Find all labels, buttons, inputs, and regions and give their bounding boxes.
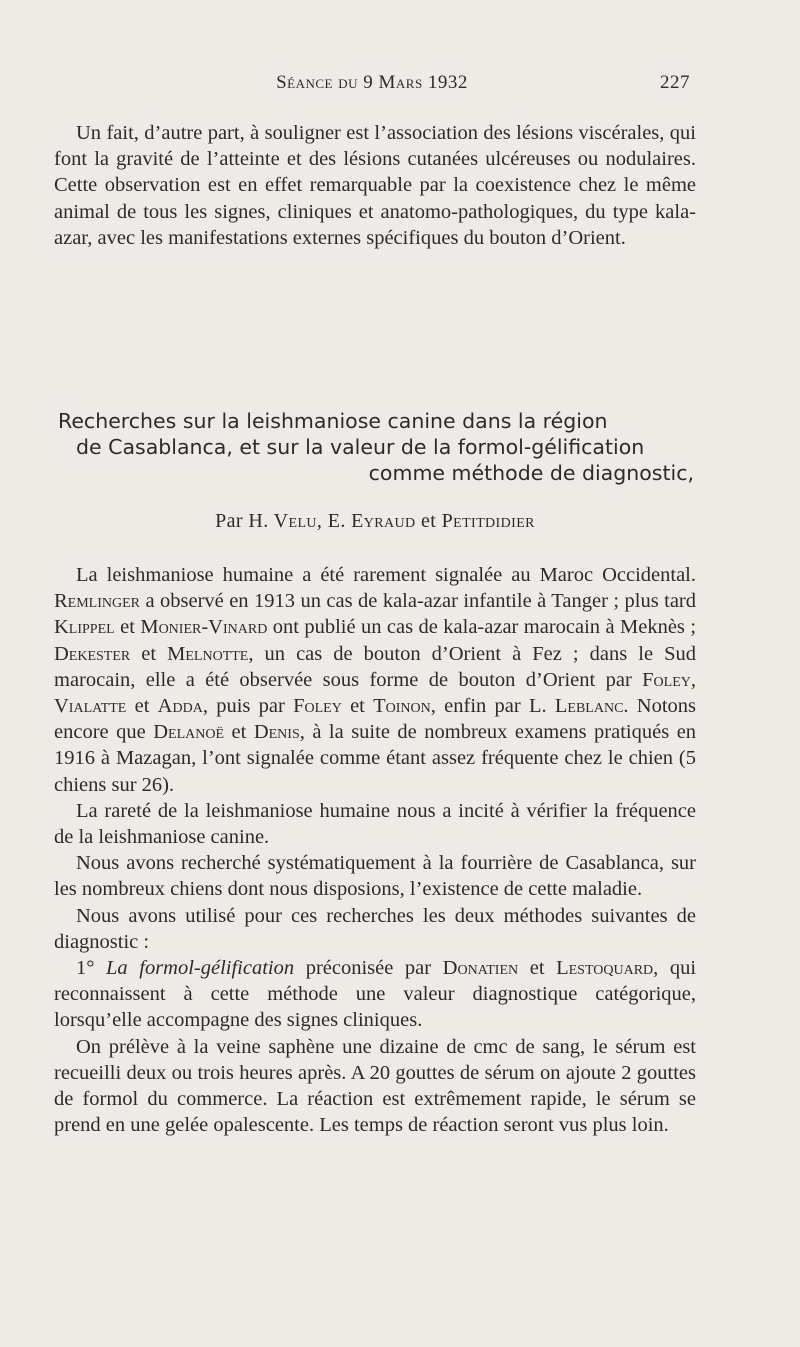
name-denis: Denis: [253, 721, 300, 744]
name-delanoe: Delanoë: [153, 721, 225, 744]
name-toinon: Toinon: [373, 695, 431, 718]
paragraph-2: La rareté de la leishmaniose humaine nous a incité à vérifier la fréquence de la leishmaniose canine.: [54, 799, 696, 849]
intro-text: [54, 120, 696, 251]
name-melnotte: Melnotte: [167, 642, 249, 665]
method-name: La formol-gélification: [106, 957, 295, 980]
name-adda: Adda: [157, 695, 203, 718]
name-klippel: Klippel: [54, 616, 115, 639]
running-header: [54, 72, 690, 102]
name-foley: Foley: [642, 668, 691, 691]
article-title-line-1: Recherches sur la leishmaniose canine dans la région: [58, 409, 608, 433]
authors-prefix: Par: [215, 510, 243, 532]
author-petitdidier: Petitdidier: [441, 510, 535, 532]
name-remlinger: Remlinger: [54, 590, 140, 613]
paragraph-4: Nous avons utilisé pour ces recherches les deux méthodes suivantes de diagnostic :: [54, 904, 696, 953]
article-body: [54, 562, 696, 1138]
page-number: 227: [660, 72, 690, 93]
name-vialatte: Vialatte: [54, 695, 127, 718]
name-lestoquard: Lestoquard: [556, 957, 654, 980]
article-title-line-3: comme méthode de diagnostic,: [368, 461, 694, 485]
authors-conjunction: et: [420, 510, 437, 532]
name-monier-vinard: Monier-Vinard: [140, 616, 268, 639]
paragraph-6: On prélève à la veine saphène une dizaine de cmc de sang, le sérum est recueilli deux ou trois heures après. A 20 gouttes de sérum on ajoute 2 gouttes de formol du commerce. La réaction est extrêmement rapide, le sérum se prend en une gelée opalescente. Les temps de réaction seront vus plus loin.: [54, 1035, 696, 1137]
article-title: [54, 408, 696, 486]
article-authors: [54, 510, 696, 533]
name-foley-2: Foley: [293, 695, 342, 718]
name-leblanc: Leblanc: [554, 695, 624, 718]
author-eyraud: E. Eyraud: [327, 510, 416, 532]
paragraph-1: La leishmaniose humaine a été rarement signalée au Maroc Occidental. Remlinger a observé en 1913 un cas de kala-azar infantile à Tanger ; plus tard Klippel et Monier-Vinard ont publié un cas de kala-azar marocain à Meknès ; Dekester et Melnotte, un cas de bouton d’Orient à Fez ; dans le Sud marocain, elle a été observée sous forme de bouton d’Orient par Foley, Vialatte et Adda, puis par Foley et Toinon, enfin par L. Leblanc. Notons encore que Delanoë et Denis, à la suite de nombreux examens pratiqués en 1916 à Mazagan, l’ont signalée comme étant assez fréquente chez le chien (5 chiens sur 26).: [54, 564, 697, 796]
name-donatien: Donatien: [442, 957, 519, 980]
paragraph-5: 1° La formol-gélification préconisée par Donatien et Lestoquard, qui reconnaissent à cette méthode une valeur diagnostique catégorique, lorsqu’elle accompagne des signes cliniques.: [54, 957, 697, 1032]
article-title-line-2: de Casablanca, et sur la valeur de la formol-gélification: [76, 435, 645, 459]
intro-paragraph: Un fait, d’autre part, à souligner est l’association des lésions viscérales, qui font la gravité de l’atteinte et des lésions cutanées ulcéreuses ou nodulaires. Cette observation est en effet remarquable par la coexistence chez le même animal de tous les signes, cliniques et anatomo-pathologiques, du type kala-azar, avec les manifestations externes spécifiques du bouton d’Orient.: [54, 122, 696, 249]
author-velu: H. Velu,: [248, 510, 323, 532]
header-title: Séance du 9 Mars 1932: [276, 72, 468, 93]
paragraph-3: Nous avons recherché systématiquement à la fourrière de Casablanca, sur les nombreux chiens dont nous disposions, l’existence de cette maladie.: [54, 852, 696, 901]
name-dekester: Dekester: [54, 642, 131, 665]
